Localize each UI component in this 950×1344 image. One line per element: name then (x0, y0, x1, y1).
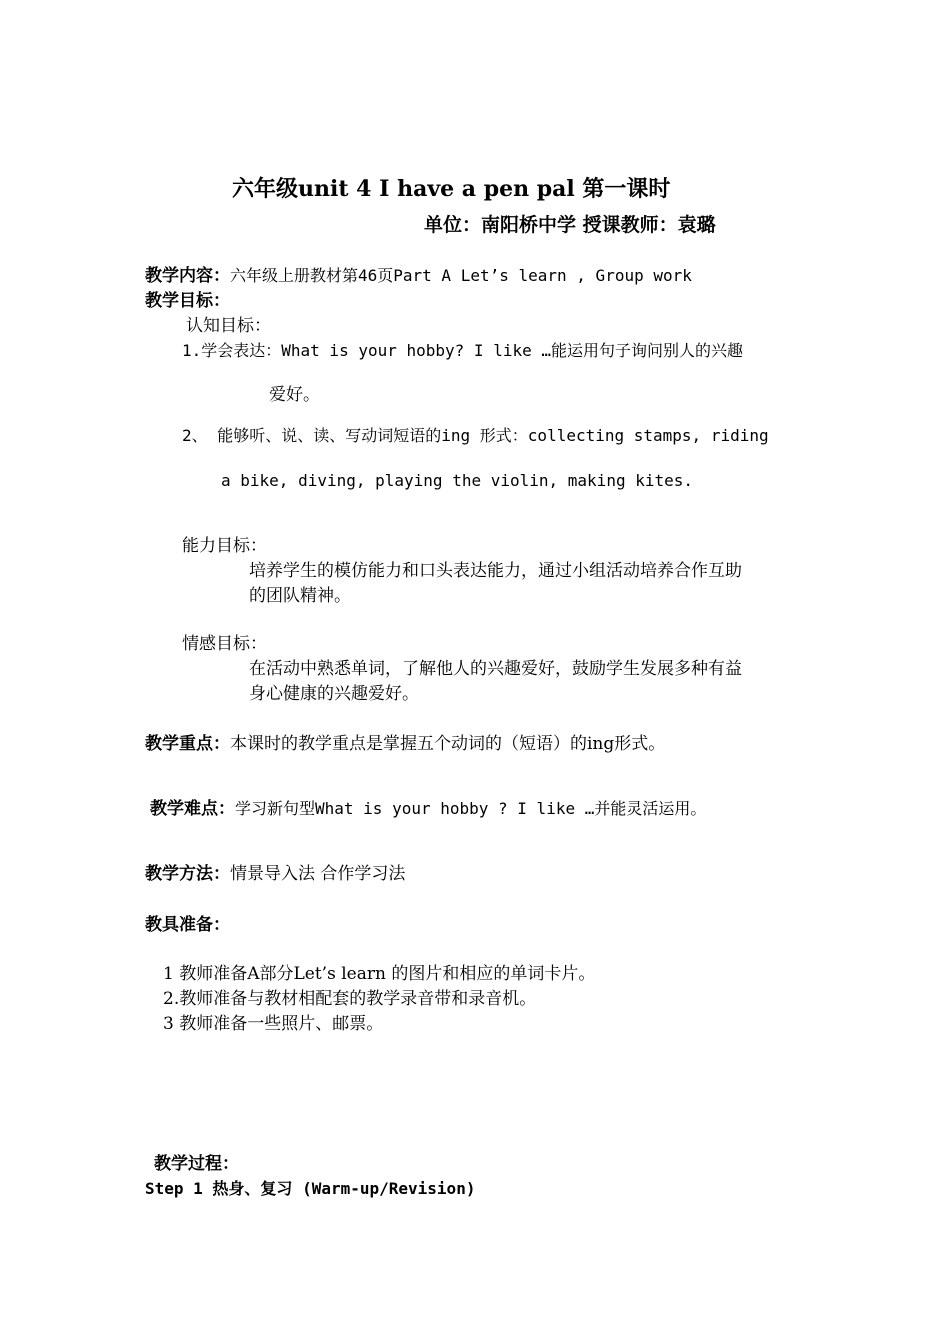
difficulty-row (150, 799, 706, 819)
cognitive-item-2-line-2: a bike, diving, playing the violin, making kites. (221, 471, 694, 490)
materials-label: 教具准备： (145, 915, 230, 935)
content-text: 六年级上册教材第46页Part A Let’s learn , Group work (230, 266, 692, 285)
method-label: 教学方法： (145, 864, 230, 884)
materials-item: 1 教师准备A部分Let’s learn 的图片和相应的单词卡片。 (163, 964, 596, 984)
method-row (145, 864, 405, 884)
difficulty-label: 教学难点： (150, 799, 235, 819)
materials-item: 3 教师准备一些照片、邮票。 (163, 1014, 384, 1034)
ability-line-2: 的团队精神。 (249, 586, 351, 606)
cognitive-item-1-line-2: 爱好。 (269, 385, 320, 405)
process-label: 教学过程： (154, 1154, 239, 1174)
process-step-1: Step 1 热身、复习 (Warm-up/Revision) (145, 1179, 476, 1198)
key-point-row (145, 734, 665, 754)
page-subtitle: 单位：南阳桥中学 授课教师：袁璐 (424, 214, 716, 236)
difficulty-text: 学习新句型What is your hobby ? I like …并能灵活运用。 (235, 799, 707, 818)
emotion-line-2: 身心健康的兴趣爱好。 (249, 684, 419, 704)
emotion-line-1: 在活动中熟悉单词，了解他人的兴趣爱好，鼓励学生发展多种有益 (249, 659, 742, 679)
cognitive-label: 认知目标： (186, 316, 271, 336)
content-row (145, 266, 692, 286)
cognitive-item-1-line-1: 1.学会表达：What is your hobby? I like …能运用句子询问别人的兴趣 (182, 341, 743, 360)
content-label: 教学内容： (145, 266, 230, 286)
materials-item: 2.教师准备与教材相配套的教学录音带和录音机。 (163, 989, 537, 1009)
key-point-text: 本课时的教学重点是掌握五个动词的（短语）的ing形式。 (230, 734, 666, 754)
ability-line-1: 培养学生的模仿能力和口头表达能力，通过小组活动培养合作互助 (249, 561, 742, 581)
objectives-label: 教学目标： (145, 291, 230, 311)
key-point-label: 教学重点： (145, 734, 230, 754)
cognitive-item-2-line-1: 2、 能够听、说、读、写动词短语的ing 形式：collecting stamps, riding (182, 426, 769, 445)
method-text: 情景导入法 合作学习法 (230, 864, 406, 884)
emotion-label: 情感目标： (182, 634, 267, 654)
page-title: 六年级unit 4 I have a pen pal 第一课时 (232, 176, 671, 202)
ability-label: 能力目标： (182, 536, 267, 556)
